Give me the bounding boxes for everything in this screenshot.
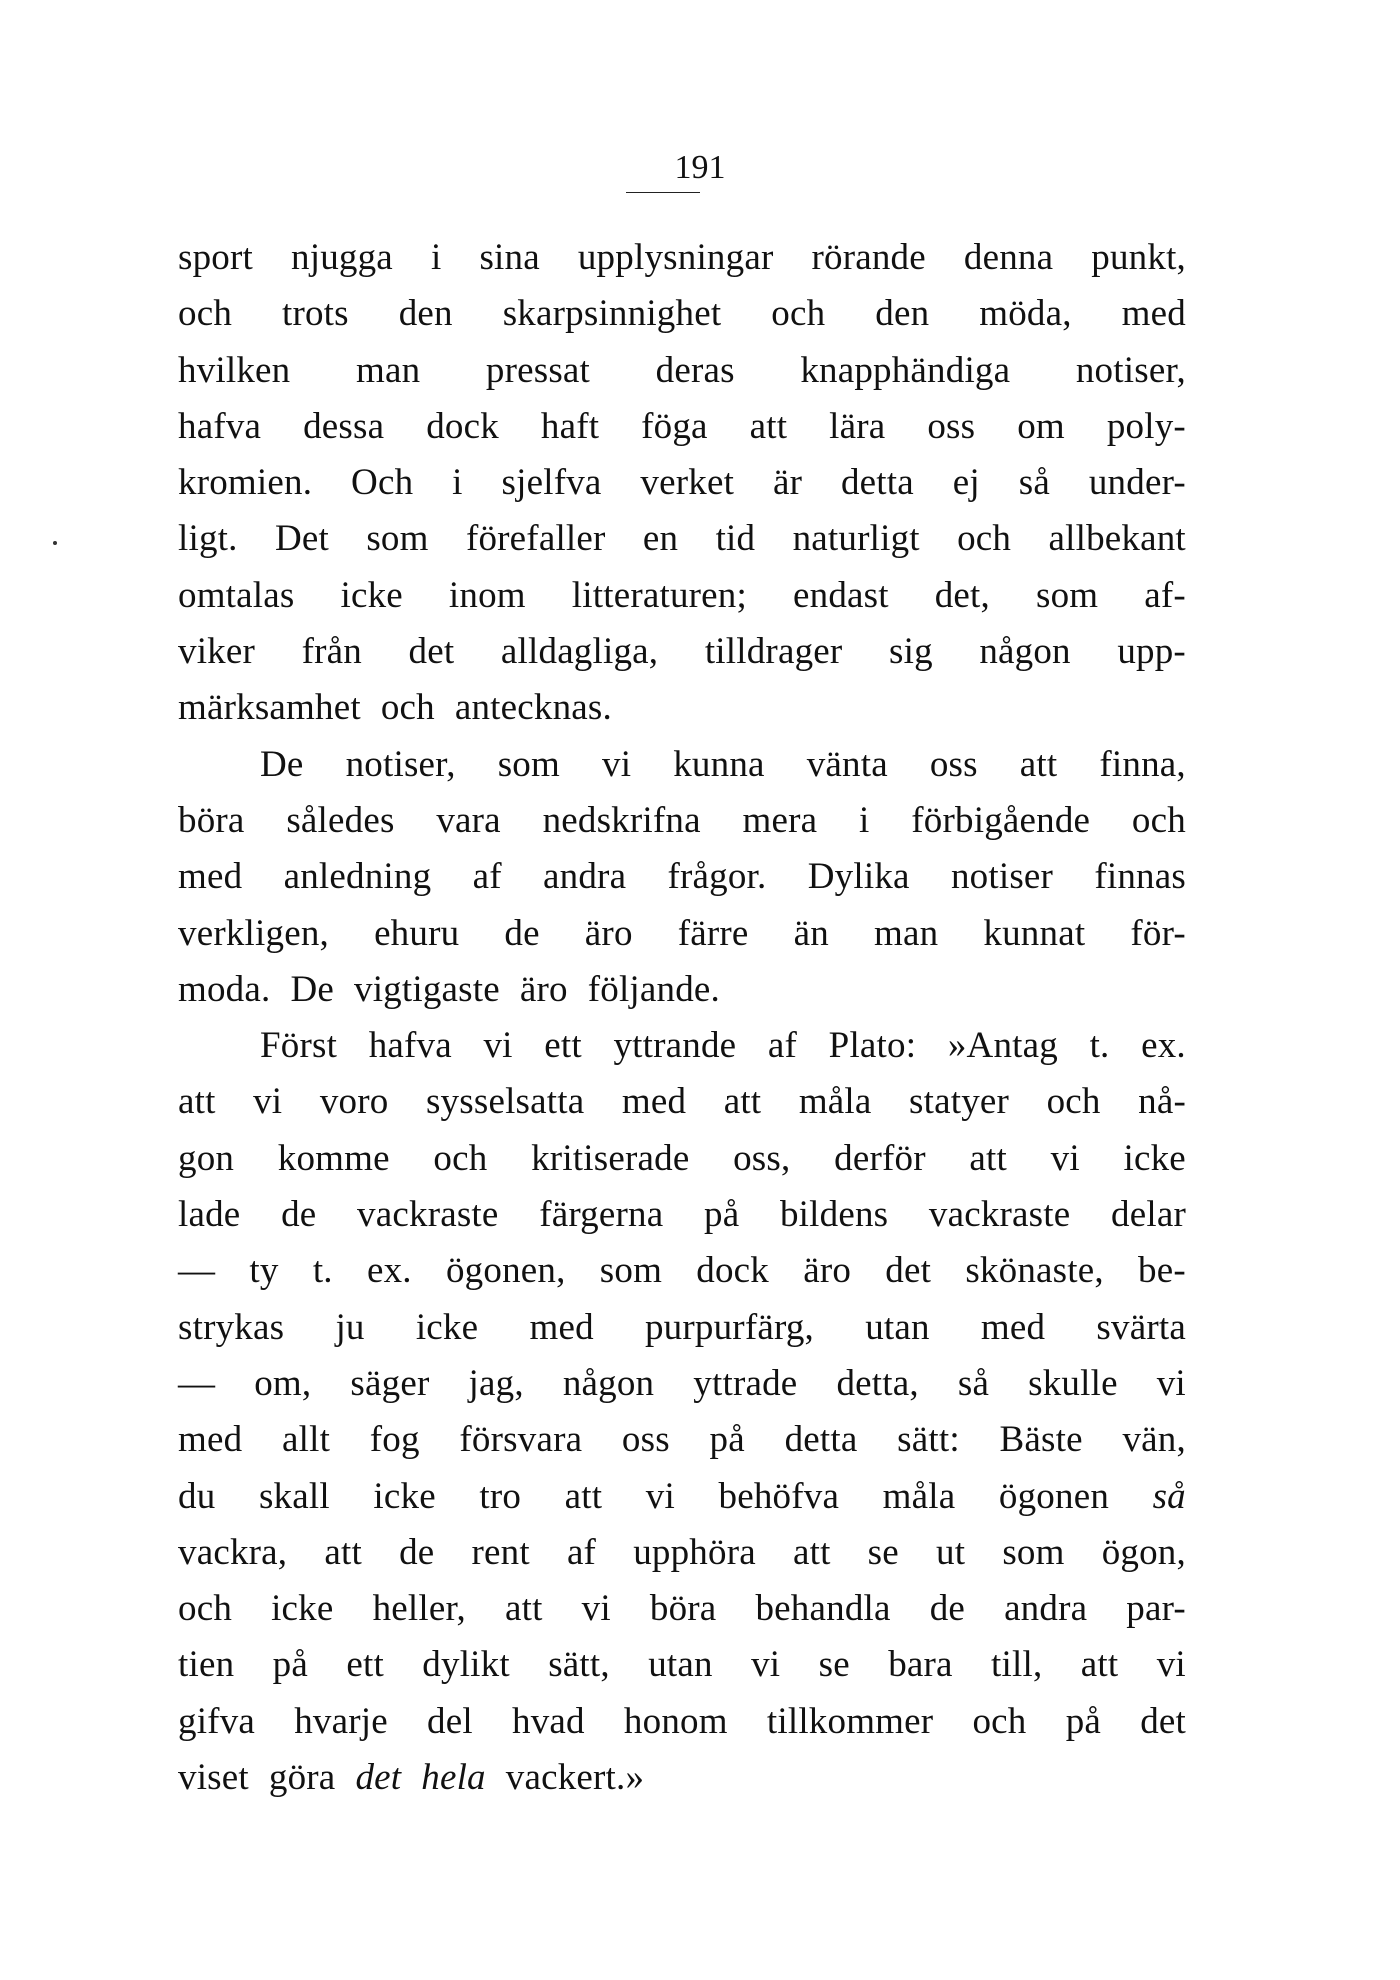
word: att xyxy=(505,1588,543,1630)
word: yttrande xyxy=(613,1025,737,1067)
word: det, xyxy=(934,574,990,616)
word: ty xyxy=(249,1250,279,1292)
word: således xyxy=(286,799,395,841)
word: än xyxy=(793,912,829,954)
word: icke xyxy=(271,1588,334,1630)
word: och xyxy=(1046,1081,1101,1123)
word: af xyxy=(472,856,502,898)
word: litteraturen; xyxy=(571,574,747,616)
word: hvarje xyxy=(294,1700,388,1742)
word: kritiserade xyxy=(531,1137,690,1179)
text-line xyxy=(178,624,1186,680)
word: och xyxy=(380,687,435,729)
word: denna xyxy=(963,237,1054,278)
word: vigtigaste xyxy=(354,968,500,1010)
word: de xyxy=(281,1194,317,1236)
word: vän, xyxy=(1122,1419,1186,1461)
word: sysselsatta xyxy=(425,1081,585,1123)
word: märksamhet xyxy=(178,687,361,729)
word: med xyxy=(1121,293,1186,335)
word: följande. xyxy=(587,968,720,1010)
text-line xyxy=(178,455,1186,511)
word: rent xyxy=(471,1531,530,1573)
word: sjelfva xyxy=(501,462,602,504)
word: så xyxy=(1152,1475,1186,1517)
word: frågor. xyxy=(667,856,767,898)
word: andra xyxy=(543,856,627,898)
word: detta xyxy=(784,1419,858,1461)
word: ex. xyxy=(366,1250,412,1292)
text-line xyxy=(178,1581,1186,1637)
word: bara xyxy=(888,1644,953,1686)
word: att xyxy=(1080,1644,1119,1686)
word: af- xyxy=(1144,574,1186,616)
word: poly- xyxy=(1106,405,1186,447)
text-line xyxy=(178,568,1186,624)
word: vänta xyxy=(806,743,888,785)
word: notiser xyxy=(950,856,1054,898)
word: de xyxy=(504,912,540,954)
word: detta, xyxy=(836,1362,919,1404)
word: ögon, xyxy=(1101,1531,1186,1573)
word: vi xyxy=(645,1475,675,1517)
word: försvara xyxy=(459,1419,583,1461)
word: purpurfärg, xyxy=(644,1306,814,1348)
word: Dylika xyxy=(807,856,910,898)
text-line xyxy=(178,1750,1186,1806)
word: fog xyxy=(369,1419,420,1461)
word: tillkommer xyxy=(766,1700,934,1742)
text-line xyxy=(178,737,1186,793)
word: man xyxy=(355,349,421,391)
word: ögonen xyxy=(998,1475,1110,1517)
word: andra xyxy=(1004,1588,1088,1630)
word: notiser, xyxy=(345,743,456,785)
word: utan xyxy=(648,1644,713,1686)
word: det xyxy=(885,1250,932,1292)
word: oss xyxy=(929,743,978,785)
word: och xyxy=(957,518,1012,560)
word: behandla xyxy=(755,1588,891,1630)
word: hela xyxy=(421,1757,486,1799)
word: och xyxy=(771,293,826,335)
word: moda. xyxy=(178,968,271,1010)
word: att xyxy=(749,405,788,447)
word: anledning xyxy=(283,856,432,898)
word: gifva xyxy=(178,1700,256,1742)
word: Bäste xyxy=(999,1419,1083,1461)
text-line xyxy=(178,286,1186,342)
word: par- xyxy=(1126,1588,1186,1630)
word: voro xyxy=(319,1081,389,1123)
word: att xyxy=(564,1475,603,1517)
word: det xyxy=(1140,1700,1186,1742)
word: rörande xyxy=(811,237,926,278)
word: färre xyxy=(677,912,749,954)
text-line xyxy=(178,680,1186,736)
word: se xyxy=(867,1531,899,1573)
word: dock xyxy=(696,1250,770,1292)
margin-speck xyxy=(53,541,57,545)
word: dylikt xyxy=(422,1644,510,1686)
word: och xyxy=(1131,799,1186,841)
word: oss xyxy=(621,1419,670,1461)
word: jag, xyxy=(468,1362,524,1404)
word: sätt, xyxy=(548,1644,610,1686)
word: med xyxy=(178,1419,243,1461)
word: att xyxy=(1019,743,1058,785)
word: statyer xyxy=(909,1081,1010,1123)
word: se xyxy=(818,1644,850,1686)
word: tid xyxy=(715,518,756,560)
word: och xyxy=(178,293,233,335)
word: viset xyxy=(178,1757,249,1799)
word: som xyxy=(366,518,429,560)
word: lade xyxy=(178,1194,241,1236)
word: med xyxy=(529,1306,594,1348)
text-line xyxy=(178,511,1186,567)
word: finnas xyxy=(1094,856,1186,898)
word: vackraste xyxy=(357,1194,499,1236)
word: delar xyxy=(1111,1194,1186,1236)
word: hafva xyxy=(178,405,262,447)
word: så xyxy=(957,1362,990,1404)
word: allt xyxy=(282,1419,331,1461)
word: behöfva xyxy=(718,1475,840,1517)
word: ett xyxy=(544,1025,582,1067)
word: i xyxy=(452,462,463,504)
word: den xyxy=(398,293,453,335)
word: äro xyxy=(519,968,568,1010)
word: antecknas. xyxy=(454,687,612,729)
word: tro xyxy=(479,1475,522,1517)
word: komme xyxy=(277,1137,390,1179)
word: med xyxy=(178,856,243,898)
word: skarpsinnighet xyxy=(502,293,722,335)
word: endast xyxy=(793,574,889,616)
word: — xyxy=(178,1250,216,1292)
text-line xyxy=(178,1074,1186,1130)
word: äro xyxy=(584,912,633,954)
word: under- xyxy=(1088,462,1186,504)
word: verket xyxy=(640,462,735,504)
word: måla xyxy=(798,1081,872,1123)
word: lära xyxy=(829,405,886,447)
word: nå- xyxy=(1138,1081,1186,1123)
word: att xyxy=(969,1137,1007,1179)
word: hvilken xyxy=(178,349,291,391)
word: en xyxy=(642,518,679,560)
word: om, xyxy=(254,1362,312,1404)
word: med xyxy=(980,1306,1046,1348)
word: i xyxy=(859,799,870,841)
word: De xyxy=(290,968,334,1010)
word: bildens xyxy=(779,1194,889,1236)
text-line xyxy=(178,1300,1186,1356)
word: derför xyxy=(834,1137,926,1179)
word: nedskrifna xyxy=(542,799,701,841)
word: knapphändiga xyxy=(800,349,1011,391)
word: någon xyxy=(979,631,1071,673)
word: äro xyxy=(803,1250,852,1292)
word: gon xyxy=(178,1137,235,1179)
body-text xyxy=(178,230,1186,1806)
word: för- xyxy=(1130,912,1186,954)
word: inom xyxy=(448,574,526,616)
word: ut xyxy=(936,1531,966,1573)
word: af xyxy=(566,1531,597,1573)
word: skall xyxy=(258,1475,330,1517)
word: man xyxy=(874,912,939,954)
word: pressat xyxy=(485,349,591,391)
text-line xyxy=(178,1131,1186,1187)
word: som xyxy=(497,743,560,785)
word: till, xyxy=(991,1644,1043,1686)
word: be- xyxy=(1138,1250,1186,1292)
word: haft xyxy=(540,405,600,447)
word: Plato: xyxy=(828,1025,917,1067)
word: hvad xyxy=(512,1700,585,1742)
word: som xyxy=(1002,1531,1065,1573)
word: icke xyxy=(373,1475,436,1517)
text-line xyxy=(178,399,1186,455)
word: finna, xyxy=(1099,743,1186,785)
word: upplysningar xyxy=(577,237,774,278)
word: heller, xyxy=(372,1588,466,1630)
word: så xyxy=(1018,462,1050,504)
word: vara xyxy=(436,799,501,841)
word: verkligen, xyxy=(178,912,329,954)
word: skönaste, xyxy=(965,1250,1104,1292)
word: med xyxy=(621,1081,687,1123)
word: hafva xyxy=(368,1025,452,1067)
word: som xyxy=(599,1250,663,1292)
word: upp- xyxy=(1117,631,1186,673)
word: Det xyxy=(274,518,329,560)
word: sig xyxy=(888,631,933,673)
word: i xyxy=(430,237,442,278)
word: det xyxy=(355,1757,402,1799)
word: böra xyxy=(178,799,245,841)
word: notiser, xyxy=(1075,349,1186,391)
word: som xyxy=(1036,574,1099,616)
word: dock xyxy=(426,405,499,447)
word: trots xyxy=(281,293,349,335)
word: punkt, xyxy=(1091,237,1186,278)
text-line xyxy=(178,906,1186,962)
word: säger xyxy=(350,1362,430,1404)
text-line xyxy=(178,962,1186,1018)
word: viker xyxy=(178,631,256,673)
word: på xyxy=(709,1419,745,1461)
word: Först xyxy=(260,1025,338,1067)
word: ehuru xyxy=(374,912,460,954)
word: ej xyxy=(952,462,980,504)
text-line xyxy=(178,1243,1186,1299)
word: oss xyxy=(927,405,976,447)
word: det xyxy=(408,631,455,673)
word: på xyxy=(1065,1700,1102,1742)
word: förefaller xyxy=(465,518,606,560)
text-line xyxy=(178,1356,1186,1412)
word: del xyxy=(427,1700,473,1742)
word: vi xyxy=(1050,1137,1080,1179)
word: förbigående xyxy=(911,799,1091,841)
word: sport xyxy=(178,237,253,278)
word: De xyxy=(260,743,304,785)
word: vi xyxy=(253,1081,283,1123)
word: på xyxy=(272,1644,308,1686)
word: icke xyxy=(1123,1137,1186,1179)
word: föga xyxy=(641,405,708,447)
word: Och xyxy=(351,462,414,504)
word: yttrade xyxy=(693,1362,798,1404)
word: tilldrager xyxy=(704,631,843,673)
word: skulle xyxy=(1028,1362,1118,1404)
word: af xyxy=(767,1025,798,1067)
word: t. xyxy=(312,1250,333,1292)
word: t. xyxy=(1089,1025,1110,1067)
text-line xyxy=(178,343,1186,399)
text-line xyxy=(178,1694,1186,1750)
word: att xyxy=(324,1531,362,1573)
text-line xyxy=(178,230,1186,286)
word: från xyxy=(301,631,362,673)
word: att xyxy=(792,1531,831,1573)
text-line xyxy=(178,1637,1186,1693)
word: kunna xyxy=(673,743,765,785)
word: de xyxy=(929,1588,966,1630)
word: »Antag xyxy=(947,1025,1058,1067)
text-line xyxy=(178,849,1186,905)
word: är xyxy=(772,462,803,504)
page-number: 191 xyxy=(674,149,726,186)
word: böra xyxy=(649,1588,717,1630)
word: den xyxy=(875,293,930,335)
word: vackert.» xyxy=(505,1757,645,1799)
page-number-rule xyxy=(626,192,700,193)
word: göra xyxy=(268,1757,336,1799)
word: någon xyxy=(562,1362,655,1404)
word: ögonen, xyxy=(445,1250,566,1292)
word: färgerna xyxy=(539,1194,664,1236)
word: ex. xyxy=(1141,1025,1186,1067)
word: njugga xyxy=(291,237,393,278)
word: och xyxy=(972,1700,1027,1742)
word: sina xyxy=(479,237,540,278)
word: omtalas xyxy=(178,574,295,616)
word: detta xyxy=(840,462,914,504)
word: vi xyxy=(1156,1644,1186,1686)
word: naturligt xyxy=(792,518,920,560)
word: ligt. xyxy=(178,518,238,560)
word: ju xyxy=(335,1306,365,1348)
word: kunnat xyxy=(983,912,1086,954)
word: om xyxy=(1017,405,1065,447)
word: att xyxy=(723,1081,762,1123)
text-line xyxy=(178,1187,1186,1243)
word: och xyxy=(178,1588,233,1630)
text-line xyxy=(178,1018,1186,1074)
word: alldagliga, xyxy=(500,631,659,673)
word: att xyxy=(178,1081,216,1123)
text-line xyxy=(178,793,1186,849)
word: vackraste xyxy=(928,1194,1071,1236)
word: tien xyxy=(178,1644,235,1686)
word: vi xyxy=(581,1588,611,1630)
text-line xyxy=(178,1525,1186,1581)
text-line xyxy=(178,1469,1186,1525)
word: — xyxy=(178,1362,216,1404)
word: honom xyxy=(623,1700,728,1742)
text-line xyxy=(178,1412,1186,1468)
word: vi xyxy=(751,1644,781,1686)
word: icke xyxy=(340,574,403,616)
word: oss, xyxy=(733,1137,791,1179)
word: ett xyxy=(346,1644,384,1686)
word: de xyxy=(399,1531,435,1573)
word: och xyxy=(433,1137,488,1179)
word: på xyxy=(704,1194,740,1236)
word: mera xyxy=(742,799,818,841)
word: strykas xyxy=(178,1306,285,1348)
word: möda, xyxy=(979,293,1072,335)
word: svärta xyxy=(1096,1306,1186,1348)
word: vi xyxy=(1156,1362,1186,1404)
word: allbekant xyxy=(1048,518,1186,560)
word: deras xyxy=(655,349,735,391)
word: icke xyxy=(415,1306,479,1348)
word: utan xyxy=(865,1306,930,1348)
word: kromien. xyxy=(178,462,313,504)
word: måla xyxy=(882,1475,956,1517)
word: sätt: xyxy=(897,1419,960,1461)
word: vackra, xyxy=(178,1531,288,1573)
word: upphöra xyxy=(633,1531,756,1573)
word: dessa xyxy=(303,405,385,447)
word: vi xyxy=(602,743,632,785)
word: vi xyxy=(483,1025,513,1067)
word: du xyxy=(178,1475,216,1517)
